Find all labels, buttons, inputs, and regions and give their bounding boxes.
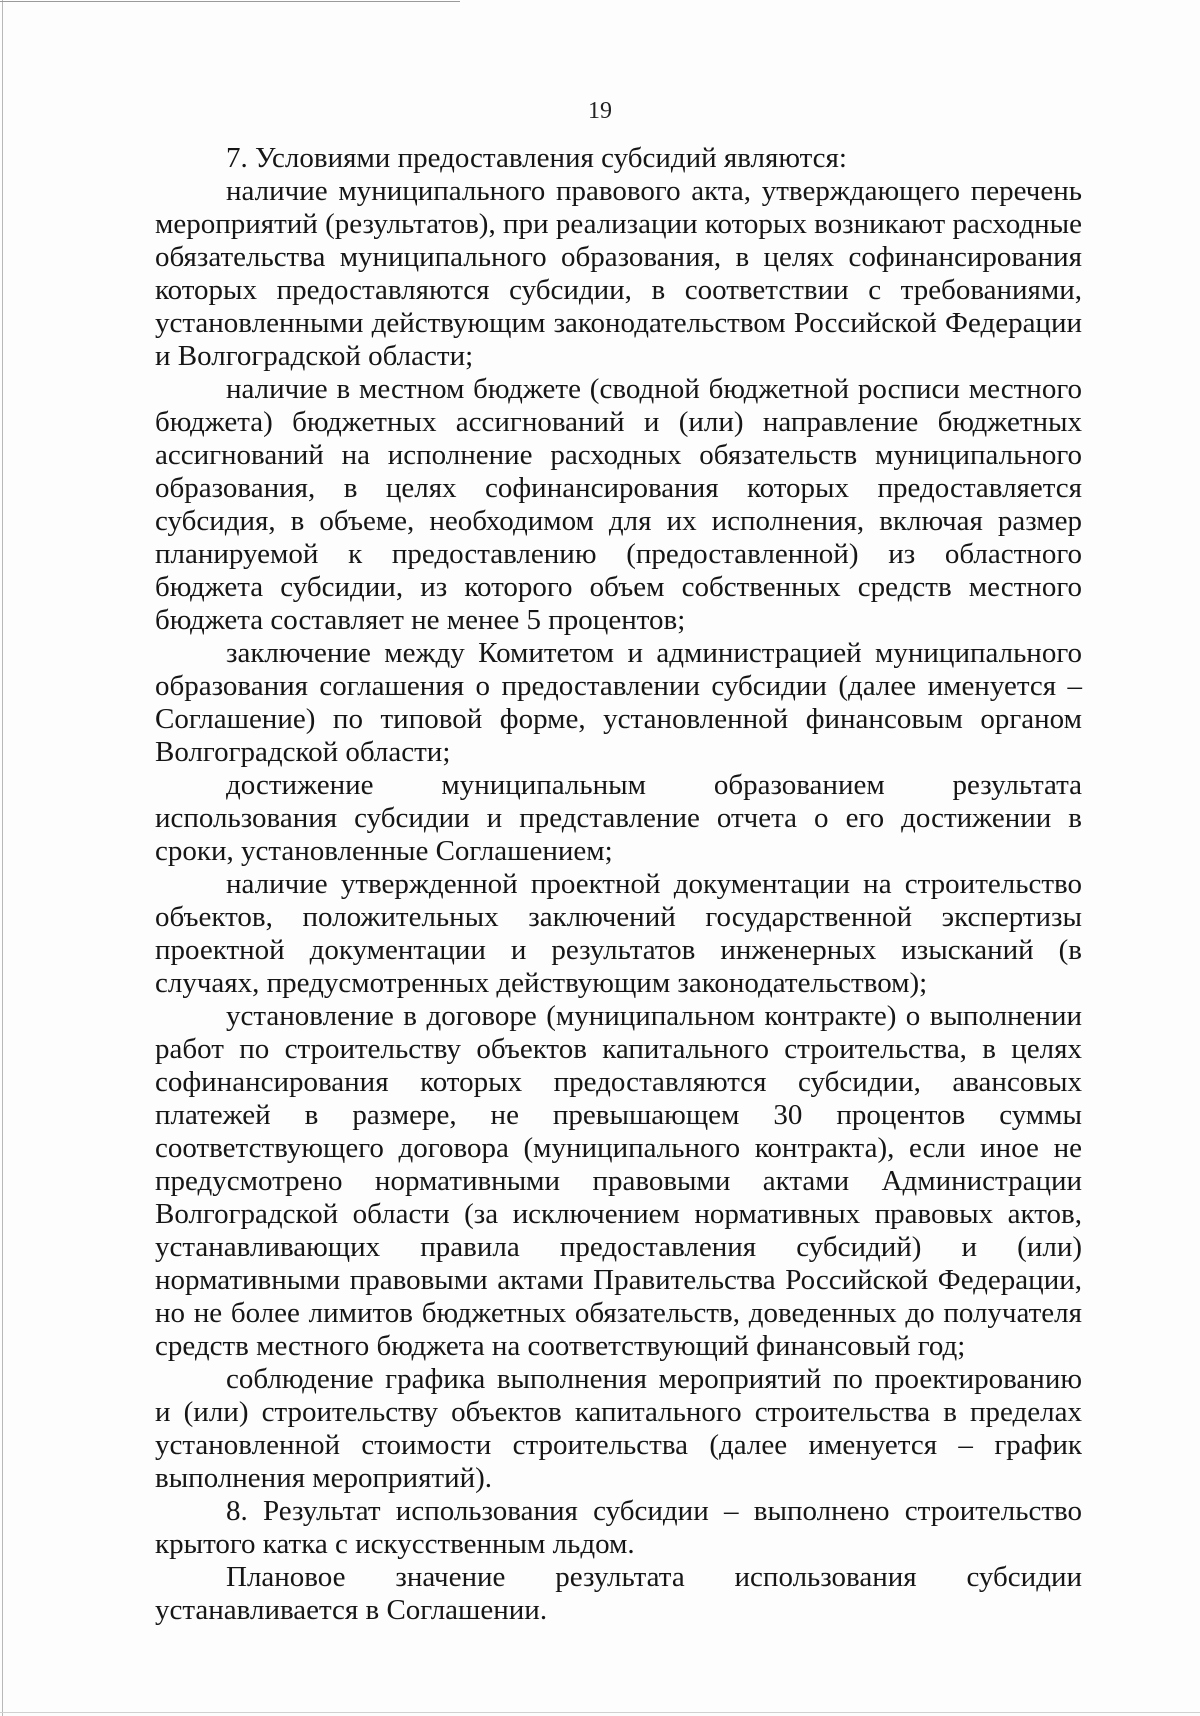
page-number: 19 bbox=[588, 98, 612, 124]
paragraph-local-budget: наличие в местном бюджете (сводной бюджетной росписи местного бюджета) бюджетных ассигнований и (или) направление бюджетных ассигнований на исполнение расходных обязательств муниципального образования, в целях софинансирования которых предоставляется субсидия, в объеме, необходимом для их исполнения, включая размер планируемой к предоставлению (предоставленной) из областного бюджета субсидии, из которого объем собственных средств местного бюджета составляет не менее 5 процентов; bbox=[155, 373, 1082, 636]
scan-edge-left bbox=[2, 0, 3, 1716]
paragraph-legal-act: наличие муниципального правового акта, утверждающего перечень мероприятий (результатов), при реализации которых возникают расходные обязательства муниципального образования, в целях софинансирования которых предоставляются субсидии, в соответствии с требованиями, установленными действующим законодательством Российской Федерации и Волгоградской области; bbox=[155, 175, 1082, 372]
paragraph-advance-payments: установление в договоре (муниципальном контракте) о выполнении работ по строительству объектов капитального строительства, в целях софинансирования которых предоставляются субсидии, авансовых платежей в размере, не превышающем 30 процентов суммы соответствующего договора (муниципального контракта), если иное не предусмотрено нормативными правовыми актами Администрации Волгоградской области (за исключением нормативных правовых актов, устанавливающих правила предоставления субсидий) и (или) нормативными правовыми актами Правительства Российской Федерации, но не более лимитов бюджетных обязательств, доведенных до получателя средств местного бюджета на соответствующий финансовый год; bbox=[155, 1000, 1082, 1362]
document-body bbox=[155, 142, 1082, 1627]
paragraph-schedule: соблюдение графика выполнения мероприятий по проектированию и (или) строительству объектов капитального строительства в пределах установленной стоимости строительства (далее именуется – график выполнения мероприятий). bbox=[155, 1363, 1082, 1494]
paragraph-conditions-heading: 7. Условиями предоставления субсидий являются: bbox=[226, 142, 847, 174]
paragraph-result-achievement: достижение муниципальным образованием результата использования субсидии и представление отчета о его достижении в сроки, установленные Соглашением; bbox=[155, 769, 1082, 867]
scan-edge-bottom bbox=[0, 1712, 1200, 1713]
paragraph-planned-value: Плановое значение результата использования субсидии устанавливается в Соглашении. bbox=[155, 1561, 1082, 1626]
paragraph-subsidy-result: 8. Результат использования субсидии – выполнено строительство крытого катка с искусственным льдом. bbox=[155, 1495, 1082, 1560]
scan-edge-top bbox=[0, 1, 460, 2]
paragraph-agreement: заключение между Комитетом и администрацией муниципального образования соглашения о предоставлении субсидии (далее именуется – Соглашение) по типовой форме, установленной финансовым органом Волгоградской области; bbox=[155, 637, 1082, 768]
paragraph-project-documentation: наличие утвержденной проектной документации на строительство объектов, положительных заключений государственной экспертизы проектной документации и результатов инженерных изысканий (в случаях, предусмотренных действующим законодательством); bbox=[155, 868, 1082, 999]
